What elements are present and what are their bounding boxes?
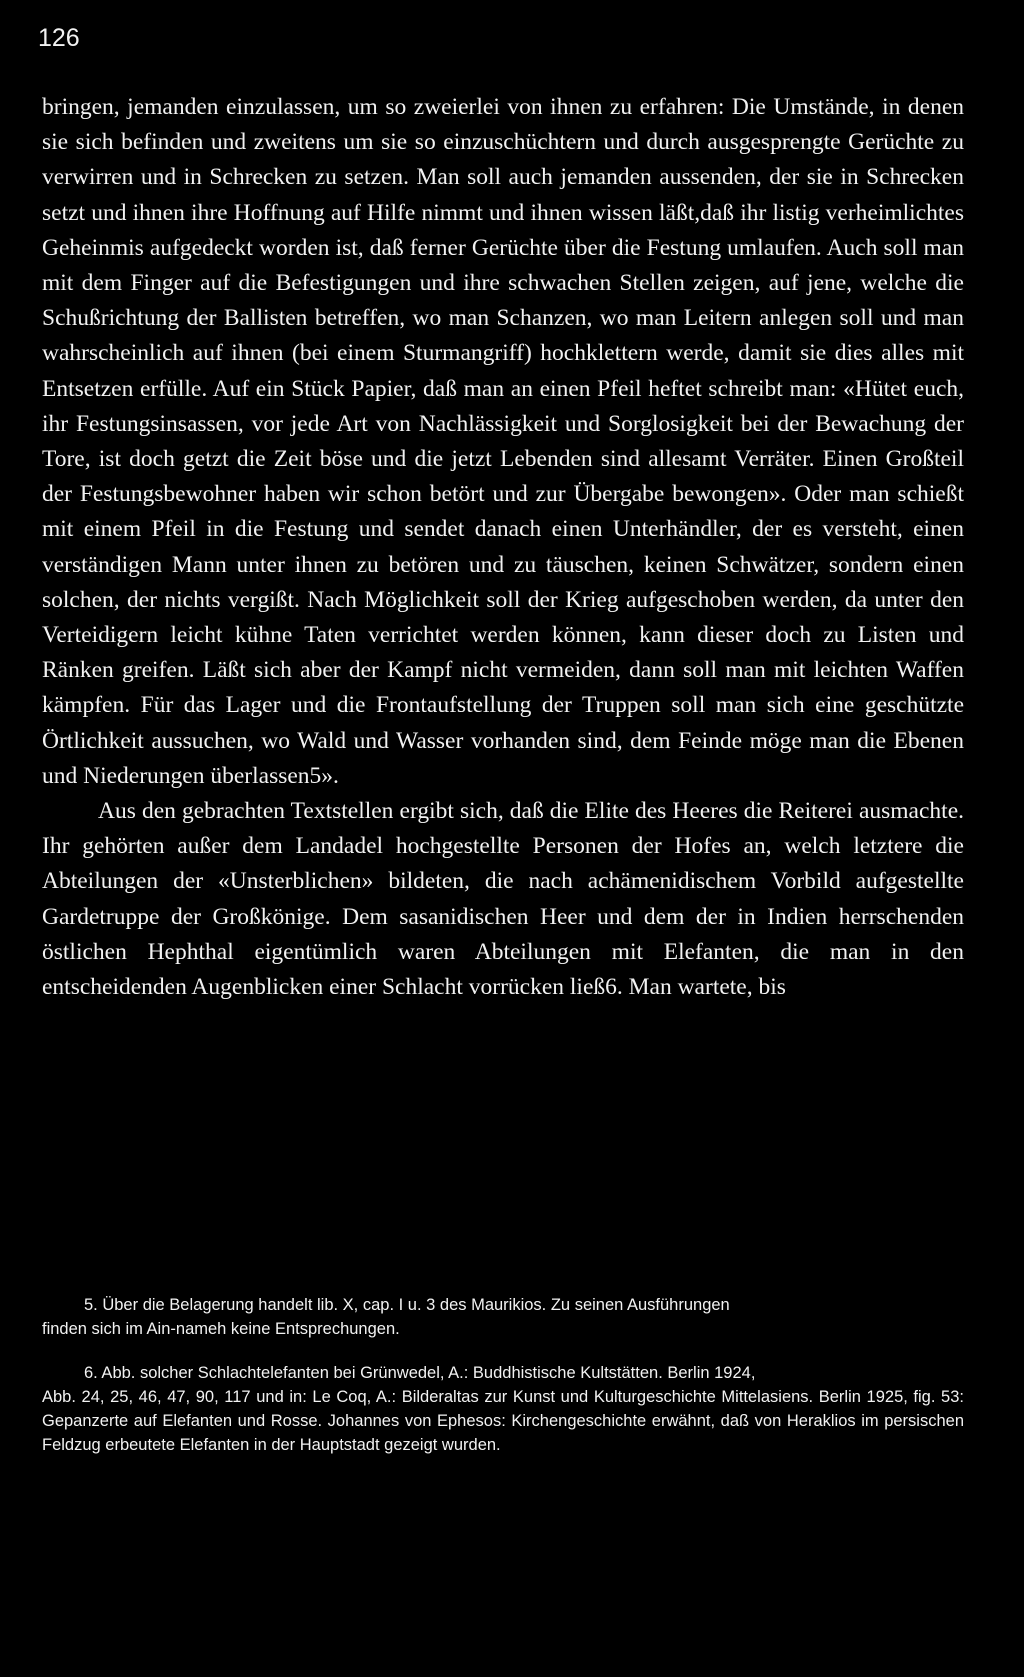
footnote-first-line: 5. Über die Belagerung handelt lib. X, cap. I u. 3 des Maurikios. Zu seinen Ausführungen (84, 1296, 730, 1314)
footnote-6 (42, 1361, 964, 1457)
page-number: 126 (38, 24, 80, 52)
footnote-continuation: finden sich im Ain-nameh keine Entsprechungen. (42, 1320, 400, 1338)
footnote-5 (42, 1293, 964, 1341)
footnote-continuation: Abb. 24, 25, 46, 47, 90, 117 und in: Le Coq, A.: Bilderaltas zur Kunst und Kulturgeschichte Mittelasiens. Berlin 1925, fig. 53: Gepanzerte auf Elefanten und Rosse. Johannes von Ephesos: Kirchengeschichte erwähnt, daß von Heraklios im persischen Feldzug erbeutete Elefanten in der Hauptstadt gezeigt wurden. (42, 1388, 964, 1454)
main-text (42, 90, 964, 1005)
paragraph: bringen, jemanden einzulassen, um so zweierlei von ihnen zu erfahren: Die Umstände, in denen sie sich befinden und zweitens um sie so einzuschüchtern und durch ausgesprengte Gerüchte zu verwirren und in Schrecken zu setzen. Man soll auch jemanden aussenden, der sie in Schrecken setzt und ihnen ihre Hoffnung auf Hilfe nimmt und ihnen wissen läßt,daß ihr listig verheimlichtes Geheinmis aufgedeckt worden ist, daß ferner Gerüchte über die Festung umlaufen. Auch soll man mit dem Finger auf die Befestigungen und ihre schwachen Stellen zeigen, auf jene, welche die Schußrichtung der Ballisten betreffen, wo man Schanzen, wo man Leitern anlegen soll und man wahrscheinlich auf ihnen (bei einem Sturmangriff) hochklettern werde, damit sie dies alles mit Entsetzen erfülle. Auf ein Stück Papier, daß man an einen Pfeil heftet schreibt man: «Hütet euch, ihr Festungsinsassen, vor jede Art von Nachlässigkeit und Sorglosigkeit bei der Bewachung der Tore, ist doch getzt die Zeit böse und die jetzt Lebenden sind allesamt Verräter. Einen Großteil der Festungsbewohner haben wir schon betört und zur Übergabe bewongen». Oder man schießt mit einem Pfeil in die Festung und sendet danach einen Unterhändler, der es versteht, einen verständigen Mann unter ihnen zu betören und zu täuschen, keinen Schwätzer, sondern einen solchen, der nichts vergißt. Nach Möglichkeit soll der Krieg aufgeschoben werden, da unter den Verteidigern leicht kühne Taten verrichtet werden können, kann dieser doch zu Listen und Ränken greifen. Läßt sich aber der Kampf nicht vermeiden, dann soll man mit leichten Waffen kämpfen. Für das Lager und die Frontaufstellung der Truppen soll man sich eine geschützte Örtlichkeit aussuchen, wo Wald und Wasser vorhanden sind, dem Feinde möge man die Ebenen und Niederungen überlassen5». (42, 94, 964, 789)
footnotes (42, 1293, 964, 1477)
footnote-first-line: 6. Abb. solcher Schlachtelefanten bei Grünwedel, A.: Buddhistische Kultstätten. Berlin 1924, (84, 1364, 756, 1382)
paragraph: Aus den gebrachten Textstellen ergibt sich, daß die Elite des Heeres die Reiterei ausmachte. Ihr gehörten außer dem Landadel hochgestellte Personen der Hofes an, welch letztere die Abteilungen der «Unsterblichen» bildeten, die nach achämenidischem Vorbild aufgestellte Gardetruppe der Großkönige. Dem sasanidischen Heer und dem der in Indien herrschenden östlichen Hephthal eigentümlich waren Abteilungen mit Elefanten, die man in den entscheidenden Augenblicken einer Schlacht vorrücken ließ6. Man wartete, bis (42, 798, 964, 1001)
